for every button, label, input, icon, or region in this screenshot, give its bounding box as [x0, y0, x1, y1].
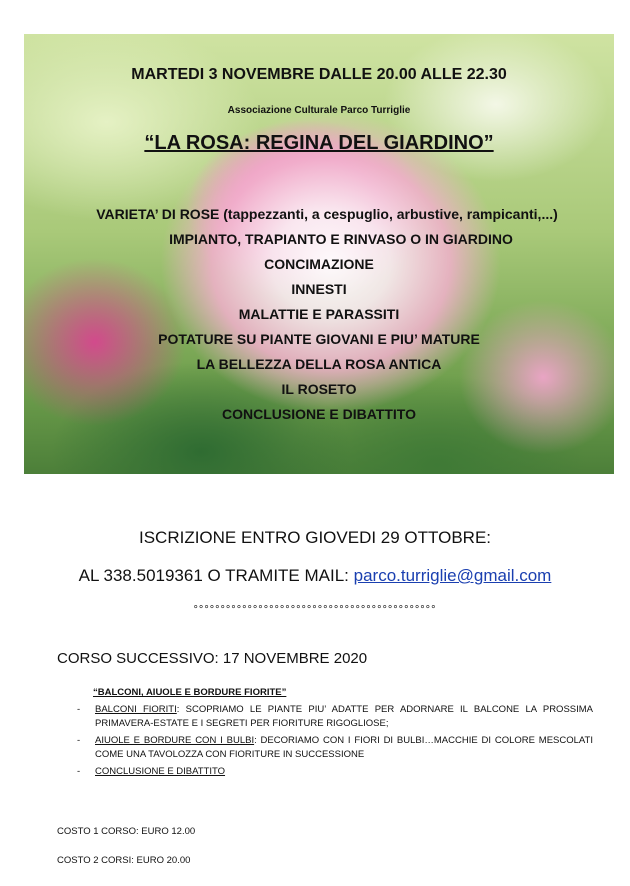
cost-two-courses: COSTO 2 CORSI: EURO 20.00: [57, 855, 191, 866]
item-label: BALCONI FIORITI: [95, 704, 177, 715]
cost-one-course: COSTO 1 CORSO: EURO 12.00: [57, 826, 196, 837]
topic-item: LA BELLEZZA DELLA ROSA ANTICA: [196, 356, 442, 372]
topic-item: CONCIMAZIONE: [264, 256, 374, 272]
topic-item: IMPIANTO, TRAPIANTO E RINVASO O IN GIARDINO: [169, 231, 513, 247]
next-course-heading: CORSO SUCCESSIVO: 17 NOVEMBRE 2020: [57, 650, 368, 667]
item-text: : DECORIAMO CON I FIORI DI BULBI…MACCHIE DI COLORE MESCOLATI COME UNA TAVOLOZZA CON FIORITURE IN SUCCESSIONE: [95, 735, 593, 760]
event-date: MARTEDI 3 NOVEMBRE DALLE 20.00 ALLE 22.30: [131, 66, 507, 83]
bullet-dash: -: [77, 704, 81, 715]
bullet-dash: -: [77, 735, 81, 746]
next-course-details: [77, 686, 593, 782]
topic-item: VARIETA’ DI ROSE (tappezzanti, a cespuglio, arbustive, rampicanti,...): [96, 206, 558, 222]
item-label: AIUOLE E BORDURE CON I BULBI: [95, 735, 255, 746]
contact-phone-text: AL 338.5019361 O TRAMITE MAIL:: [78, 566, 354, 585]
item-label: CONCLUSIONE E DIBATTITO: [95, 766, 226, 777]
list-item: [77, 734, 593, 762]
list-item: [77, 703, 593, 731]
rose-photo: [24, 34, 614, 474]
bullet-dash: -: [77, 766, 81, 777]
email-link[interactable]: parco.turriglie@gmail.com: [353, 566, 552, 585]
hero-text-overlay: [24, 34, 614, 474]
topic-item: INNESTI: [291, 281, 347, 297]
topic-item: MALATTIE E PARASSITI: [238, 306, 400, 322]
topic-item: IL ROSETO: [281, 381, 357, 397]
list-item: [77, 765, 593, 779]
item-text: : SCOPRIAMO LE PIANTE PIU’ ADATTE PER ADORNARE IL BALCONE LA PROSSIMA PRIMAVERA-ESTATE E I SEGRETI PER FIORITURE RIGOGLIOSE;: [95, 704, 593, 729]
association-name: Associazione Culturale Parco Turriglie: [227, 105, 411, 116]
registration-deadline: ISCRIZIONE ENTRO GIOVEDI 29 OTTOBRE:: [138, 528, 492, 547]
topic-item: POTATURE SU PIANTE GIOVANI E PIU’ MATURE: [158, 331, 480, 347]
event-title: “LA ROSA: REGINA DEL GIARDINO”: [144, 132, 494, 154]
next-course-title: “BALCONI, AIUOLE E BORDURE FIORITE”: [93, 687, 287, 698]
topic-item: CONCLUSIONE E DIBATTITO: [222, 406, 416, 422]
divider: °°°°°°°°°°°°°°°°°°°°°°°°°°°°°°°°°°°°°°°°°°°°°: [193, 604, 437, 616]
contact-line: [0, 566, 630, 586]
